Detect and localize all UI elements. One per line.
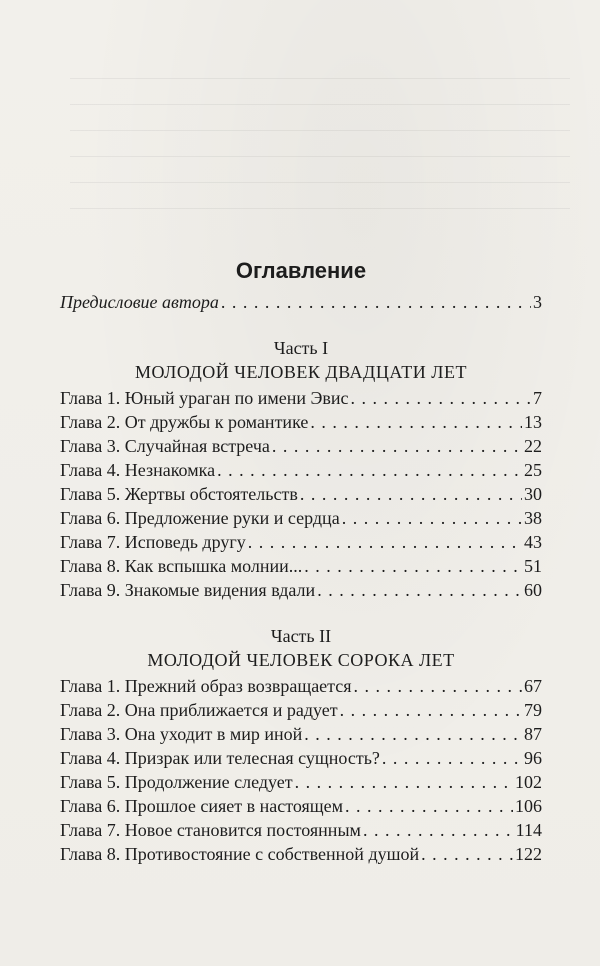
bleed-through-line <box>70 182 570 183</box>
toc-entry-page: 13 <box>524 412 542 432</box>
toc-entry-label: Глава 7. Новое становится постоянным <box>60 820 361 840</box>
toc-entry-label: Предисловие автора <box>60 292 219 312</box>
toc-entry-page: 102 <box>515 772 542 792</box>
toc-entry-page: 87 <box>524 724 542 744</box>
toc-entry <box>60 410 542 434</box>
toc-entry-page: 60 <box>524 580 542 600</box>
toc-entry-page: 51 <box>524 556 542 576</box>
dot-leader <box>317 578 522 602</box>
bleed-through-line <box>70 78 570 79</box>
toc-entry-preface <box>60 290 542 314</box>
toc-entry-page: 7 <box>533 388 542 408</box>
toc-entry-label: Глава 2. Она приближается и радует <box>60 700 338 720</box>
dot-leader <box>300 482 522 506</box>
toc-entry <box>60 506 542 530</box>
toc-entry <box>60 530 542 554</box>
dot-leader <box>421 842 513 866</box>
toc-entry-label: Глава 9. Знакомые видения вдали <box>60 580 316 600</box>
bleed-through-line <box>70 156 570 157</box>
dot-leader <box>354 674 522 698</box>
toc-entry-label: Глава 5. Продолжение следует <box>60 772 293 792</box>
part-label: Часть II <box>270 626 332 646</box>
toc-entry <box>60 818 542 842</box>
toc-entry-label: Глава 6. Прошлое сияет в настоящем <box>60 796 343 816</box>
toc-entry-label: Глава 5. Жертвы обстоятельств <box>60 484 298 504</box>
toc-entry <box>60 722 542 746</box>
part-title: МОЛОДОЙ ЧЕЛОВЕК ДВАДЦАТИ ЛЕТ <box>135 362 467 382</box>
chapter-list <box>60 386 542 602</box>
toc-entry-label: Глава 1. Прежний образ возвращается <box>60 676 352 696</box>
bleed-through-line <box>70 208 570 209</box>
dot-leader <box>382 746 522 770</box>
toc-entry <box>60 770 542 794</box>
toc-entry-label: Глава 8. Как вспышка молнии... <box>60 556 303 576</box>
dot-leader <box>217 458 522 482</box>
chapter-list <box>60 674 542 866</box>
toc-entry <box>60 386 542 410</box>
toc-entry <box>60 794 542 818</box>
toc-entry <box>60 842 542 866</box>
toc-entry-label: Глава 3. Случайная встреча <box>60 436 270 456</box>
toc-entry-page: 122 <box>515 844 542 864</box>
toc-entry <box>60 698 542 722</box>
bleed-through-line <box>70 130 570 131</box>
dot-leader <box>221 290 531 314</box>
toc-entry <box>60 554 542 578</box>
toc-entry-page: 96 <box>524 748 542 768</box>
dot-leader <box>272 434 522 458</box>
dot-leader <box>310 410 522 434</box>
toc-entry-label: Глава 6. Предложение руки и сердца <box>60 508 340 528</box>
toc-entry-page: 30 <box>524 484 542 504</box>
toc-entry-page: 79 <box>524 700 542 720</box>
table-of-contents <box>60 258 542 866</box>
toc-entry-label: Глава 4. Призрак или телесная сущность? <box>60 748 380 768</box>
toc-entry <box>60 578 542 602</box>
toc-title: Оглавление <box>235 258 367 283</box>
dot-leader <box>342 506 522 530</box>
toc-entry-page: 22 <box>524 436 542 456</box>
toc-entry <box>60 674 542 698</box>
toc-entry-page: 43 <box>524 532 542 552</box>
toc-entry-page: 114 <box>515 820 542 840</box>
toc-entry-page: 25 <box>524 460 542 480</box>
dot-leader <box>304 722 522 746</box>
toc-entry-label: Глава 3. Она уходит в мир иной <box>60 724 303 744</box>
toc-entry <box>60 434 542 458</box>
toc-entry-label: Глава 2. От дружбы к романтике <box>60 412 309 432</box>
spacer <box>60 602 542 624</box>
toc-entry-page: 3 <box>533 292 542 312</box>
dot-leader <box>248 530 522 554</box>
dot-leader <box>345 794 513 818</box>
dot-leader <box>363 818 514 842</box>
dot-leader <box>304 554 522 578</box>
part-title: МОЛОДОЙ ЧЕЛОВЕК СОРОКА ЛЕТ <box>147 650 455 670</box>
toc-entry-label: Глава 7. Исповедь другу <box>60 532 246 552</box>
bleed-through-line <box>70 104 570 105</box>
toc-entry <box>60 458 542 482</box>
toc-entry <box>60 746 542 770</box>
spacer <box>60 314 542 336</box>
part-label: Часть I <box>273 338 329 358</box>
toc-entry-page: 67 <box>524 676 542 696</box>
dot-leader <box>340 698 522 722</box>
dot-leader <box>295 770 513 794</box>
toc-entry-page: 106 <box>515 796 542 816</box>
dot-leader <box>351 386 531 410</box>
toc-entry <box>60 482 542 506</box>
toc-entry-page: 38 <box>524 508 542 528</box>
toc-entry-label: Глава 1. Юный ураган по имени Эвис <box>60 388 349 408</box>
toc-entry-label: Глава 8. Противостояние с собственной душой <box>60 844 420 864</box>
toc-entry-label: Глава 4. Незнакомка <box>60 460 216 480</box>
